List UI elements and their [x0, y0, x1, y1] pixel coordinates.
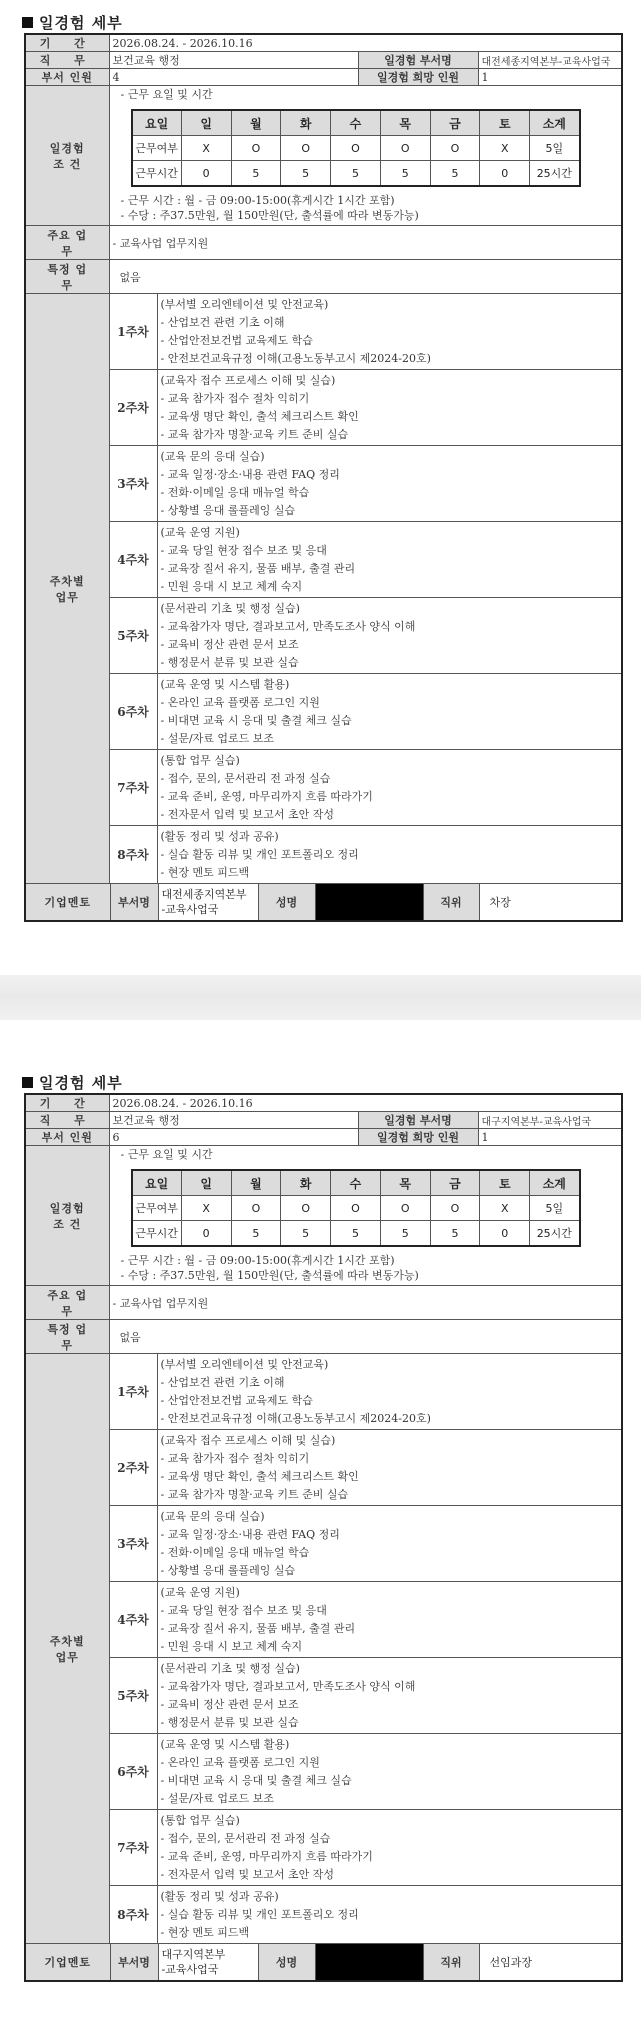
- mentor-position-label: 직위: [423, 1944, 479, 1980]
- week-tasks: (활동 정리 및 성과 공유) - 실습 활동 리뷰 및 개인 포트폴리오 정리 - 현장 멘토 피드백: [157, 826, 622, 884]
- schedule-header: 수: [331, 1170, 381, 1196]
- schedule-cell: 25시간: [530, 161, 580, 187]
- schedule-header: 요일: [132, 110, 182, 136]
- schedule-cell: 0: [480, 1221, 530, 1247]
- schedule-header: 수: [331, 110, 381, 136]
- mentor-dept-label: 부서명: [110, 1944, 158, 1980]
- week-label: 4주차: [109, 522, 157, 598]
- week-label: 5주차: [109, 598, 157, 674]
- condition-label: 일경험 조 건: [25, 86, 109, 226]
- schedule-header: 목: [380, 110, 430, 136]
- mentor-row: [25, 1944, 622, 1982]
- staff-label: 부서 인원: [25, 69, 109, 86]
- schedule-cell: 25시간: [530, 1221, 580, 1247]
- week-label: 2주차: [109, 370, 157, 446]
- document-page-2: [0, 1050, 641, 2025]
- schedule-header: 금: [430, 110, 480, 136]
- period-value: 2026.08.24. - 2026.10.16: [109, 34, 622, 52]
- schedule-cell: X: [181, 136, 231, 161]
- duty-label: 직 무: [25, 52, 109, 69]
- special-task-value: 없음: [109, 260, 622, 294]
- week-tasks: (교육 문의 응대 실습) - 교육 일정·장소·내용 관련 FAQ 정리 - 전화·이메일 응대 매뉴얼 학습 - 상황별 응대 롤플레잉 실습: [157, 446, 622, 522]
- period-label: 기 간: [25, 34, 109, 52]
- section-title: 일경험 세부: [22, 1072, 123, 1093]
- schedule-cell: X: [181, 1196, 231, 1221]
- mentor-dept-value: 대전세종지역본부 -교육사업국: [158, 884, 258, 920]
- schedule-cell: 근무시간: [132, 161, 182, 187]
- schedule-header: 토: [480, 110, 530, 136]
- hope-label: 일경험 희망 인원: [358, 69, 478, 86]
- schedule-cell: O: [331, 1196, 381, 1221]
- week-label: 1주차: [109, 1354, 157, 1430]
- week-tasks: (통합 업무 실습) - 접수, 문의, 문서관리 전 과정 실습 - 교육 준비, 운영, 마무리까지 흐름 따라가기 - 전자문서 입력 및 보고서 초안 작성: [157, 750, 622, 826]
- schedule-cell: O: [430, 1196, 480, 1221]
- schedule-cell: O: [231, 136, 281, 161]
- schedule-header: 소계: [530, 1170, 580, 1196]
- condition-note: - 근무 시간 : 월 - 금 09:00-15:00(휴게시간 1시간 포함): [120, 1254, 395, 1267]
- main-task-label: 주요 업무: [25, 226, 109, 260]
- week-label: 8주차: [109, 826, 157, 884]
- schedule-cell: O: [281, 136, 331, 161]
- staff-value: 6: [109, 1129, 358, 1146]
- staff-label: 부서 인원: [25, 1129, 109, 1146]
- week-tasks: (교육 운영 지원) - 교육 당일 현장 접수 보조 및 응대 - 교육장 질서 유지, 물품 배부, 출결 관리 - 민원 응대 시 보고 체계 숙지: [157, 1582, 622, 1658]
- period-value: 2026.08.24. - 2026.10.16: [109, 1094, 622, 1112]
- special-task-value: 없음: [109, 1320, 622, 1354]
- mentor-name-redacted: [315, 884, 423, 920]
- dept-value: 대전세종지역본부-교육사업국: [478, 52, 622, 69]
- detail-table: [24, 1093, 623, 1982]
- dept-value: 대구지역본부-교육사업국: [478, 1112, 622, 1129]
- section-title: 일경험 세부: [22, 12, 123, 33]
- schedule-table: [131, 109, 581, 187]
- schedule-cell: O: [281, 1196, 331, 1221]
- schedule-cell: 5: [231, 1221, 281, 1247]
- hope-value: 1: [478, 1129, 622, 1146]
- condition-cell: [109, 1146, 622, 1286]
- page-gap: [0, 975, 641, 1020]
- schedule-cell: 5: [281, 1221, 331, 1247]
- week-label: 6주차: [109, 1734, 157, 1810]
- schedule-cell: O: [430, 136, 480, 161]
- schedule-cell: 0: [181, 161, 231, 187]
- schedule-cell: 0: [480, 161, 530, 187]
- schedule-cell: 5: [231, 161, 281, 187]
- duty-value: 보건교육 행정: [109, 1112, 358, 1129]
- schedule-cell: O: [331, 136, 381, 161]
- schedule-cell: 5: [331, 1221, 381, 1247]
- mentor-dept-value: 대구지역본부 -교육사업국: [158, 1944, 258, 1980]
- condition-intro: - 근무 요일 및 시간: [120, 1148, 213, 1161]
- mentor-name-label: 성명: [258, 1944, 315, 1980]
- week-label: 1주차: [109, 294, 157, 370]
- week-tasks: (교육 운영 지원) - 교육 당일 현장 접수 보조 및 응대 - 교육장 질서 유지, 물품 배부, 출결 관리 - 민원 응대 시 보고 체계 숙지: [157, 522, 622, 598]
- week-label: 8주차: [109, 1886, 157, 1944]
- week-label: 3주차: [109, 446, 157, 522]
- hope-label: 일경험 희망 인원: [358, 1129, 478, 1146]
- schedule-cell: 5: [331, 161, 381, 187]
- schedule-header: 금: [430, 1170, 480, 1196]
- duty-value: 보건교육 행정: [109, 52, 358, 69]
- condition-intro: - 근무 요일 및 시간: [120, 88, 213, 101]
- week-tasks: (교육자 접수 프로세스 이해 및 실습) - 교육 참가자 접수 절차 익히기 - 교육생 명단 확인, 출석 체크리스트 확인 - 교육 참가자 명찰·교육 키트 준비 실습: [157, 370, 622, 446]
- mentor-name-redacted: [315, 1944, 423, 1980]
- condition-note: - 수당 : 주37.5만원, 월 150만원(단, 출석률에 따라 변동가능): [120, 1269, 419, 1282]
- special-task-label: 특정 업무: [25, 260, 109, 294]
- schedule-header: 화: [281, 110, 331, 136]
- period-label: 기 간: [25, 1094, 109, 1112]
- schedule-header: 요일: [132, 1170, 182, 1196]
- week-label: 7주차: [109, 750, 157, 826]
- schedule-cell: 5일: [530, 136, 580, 161]
- main-task-value: - 교육사업 업무지원: [109, 1286, 622, 1320]
- schedule-cell: 근무시간: [132, 1221, 182, 1247]
- mentor-label: 기업멘토: [26, 1944, 110, 1980]
- schedule-cell: 근무여부: [132, 136, 182, 161]
- dept-label: 일경험 부서명: [358, 1112, 478, 1129]
- condition-note: - 수당 : 주37.5만원, 월 150만원(단, 출석률에 따라 변동가능): [120, 209, 419, 222]
- hope-value: 1: [478, 69, 622, 86]
- staff-value: 4: [109, 69, 358, 86]
- schedule-header: 소계: [530, 110, 580, 136]
- mentor-row: [25, 884, 622, 922]
- week-label: 5주차: [109, 1658, 157, 1734]
- week-tasks: (부서별 오리엔테이션 및 안전교육) - 산업보건 관련 기초 이해 - 산업안전보건법 교육제도 학습 - 안전보건교육규정 이해(고용노동부고시 제2024-20호): [157, 1354, 622, 1430]
- detail-table: [24, 33, 623, 922]
- schedule-cell: 5: [281, 161, 331, 187]
- schedule-header: 화: [281, 1170, 331, 1196]
- condition-cell: [109, 86, 622, 226]
- schedule-cell: 5: [380, 161, 430, 187]
- week-tasks: (교육 운영 및 시스템 활용) - 온라인 교육 플랫폼 로그인 지원 - 비대면 교육 시 응대 및 출결 체크 실습 - 설문/자료 업로드 보조: [157, 1734, 622, 1810]
- week-tasks: (교육자 접수 프로세스 이해 및 실습) - 교육 참가자 접수 절차 익히기 - 교육생 명단 확인, 출석 체크리스트 확인 - 교육 참가자 명찰·교육 키트 준비 실습: [157, 1430, 622, 1506]
- week-label: 4주차: [109, 1582, 157, 1658]
- schedule-cell: 5일: [530, 1196, 580, 1221]
- schedule-cell: O: [380, 136, 430, 161]
- week-label: 6주차: [109, 674, 157, 750]
- week-tasks: (활동 정리 및 성과 공유) - 실습 활동 리뷰 및 개인 포트폴리오 정리 - 현장 멘토 피드백: [157, 1886, 622, 1944]
- week-tasks: (통합 업무 실습) - 접수, 문의, 문서관리 전 과정 실습 - 교육 준비, 운영, 마무리까지 흐름 따라가기 - 전자문서 입력 및 보고서 초안 작성: [157, 1810, 622, 1886]
- duty-label: 직 무: [25, 1112, 109, 1129]
- week-label: 3주차: [109, 1506, 157, 1582]
- main-task-label: 주요 업무: [25, 1286, 109, 1320]
- mentor-position-label: 직위: [423, 884, 479, 920]
- schedule-cell: X: [480, 136, 530, 161]
- schedule-table: [131, 1169, 581, 1247]
- schedule-header: 월: [231, 1170, 281, 1196]
- condition-label: 일경험 조 건: [25, 1146, 109, 1286]
- schedule-cell: 5: [430, 161, 480, 187]
- week-label: 2주차: [109, 1430, 157, 1506]
- schedule-cell: O: [231, 1196, 281, 1221]
- schedule-cell: X: [480, 1196, 530, 1221]
- schedule-header: 일: [181, 110, 231, 136]
- schedule-cell: 5: [380, 1221, 430, 1247]
- week-label: 7주차: [109, 1810, 157, 1886]
- weekly-label: 주차별 업무: [25, 294, 109, 884]
- schedule-header: 일: [181, 1170, 231, 1196]
- schedule-header: 월: [231, 110, 281, 136]
- schedule-header: 목: [380, 1170, 430, 1196]
- document-page-1: [0, 0, 641, 975]
- mentor-name-label: 성명: [258, 884, 315, 920]
- square-bullet-icon: [22, 1077, 33, 1088]
- dept-label: 일경험 부서명: [358, 52, 478, 69]
- schedule-header: 토: [480, 1170, 530, 1196]
- weekly-label: 주차별 업무: [25, 1354, 109, 1944]
- schedule-cell: 5: [430, 1221, 480, 1247]
- schedule-cell: O: [380, 1196, 430, 1221]
- special-task-label: 특정 업무: [25, 1320, 109, 1354]
- week-tasks: (교육 문의 응대 실습) - 교육 일정·장소·내용 관련 FAQ 정리 - 전화·이메일 응대 매뉴얼 학습 - 상황별 응대 롤플레잉 실습: [157, 1506, 622, 1582]
- square-bullet-icon: [22, 17, 33, 28]
- schedule-cell: 근무여부: [132, 1196, 182, 1221]
- week-tasks: (문서관리 기초 및 행정 실습) - 교육참가자 명단, 결과보고서, 만족도조사 양식 이해 - 교육비 정산 관련 문서 보조 - 행정문서 분류 및 보관 실습: [157, 1658, 622, 1734]
- main-task-value: - 교육사업 업무지원: [109, 226, 622, 260]
- schedule-cell: 0: [181, 1221, 231, 1247]
- week-tasks: (문서관리 기초 및 행정 실습) - 교육참가자 명단, 결과보고서, 만족도조사 양식 이해 - 교육비 정산 관련 문서 보조 - 행정문서 분류 및 보관 실습: [157, 598, 622, 674]
- mentor-position-value: 선임과장: [489, 1956, 533, 1969]
- mentor-dept-label: 부서명: [110, 884, 158, 920]
- week-tasks: (교육 운영 및 시스템 활용) - 온라인 교육 플랫폼 로그인 지원 - 비대면 교육 시 응대 및 출결 체크 실습 - 설문/자료 업로드 보조: [157, 674, 622, 750]
- mentor-label: 기업멘토: [26, 884, 110, 920]
- condition-note: - 근무 시간 : 월 - 금 09:00-15:00(휴게시간 1시간 포함): [120, 194, 395, 207]
- week-tasks: (부서별 오리엔테이션 및 안전교육) - 산업보건 관련 기초 이해 - 산업안전보건법 교육제도 학습 - 안전보건교육규정 이해(고용노동부고시 제2024-20호): [157, 294, 622, 370]
- mentor-position-value: 차장: [489, 896, 511, 909]
